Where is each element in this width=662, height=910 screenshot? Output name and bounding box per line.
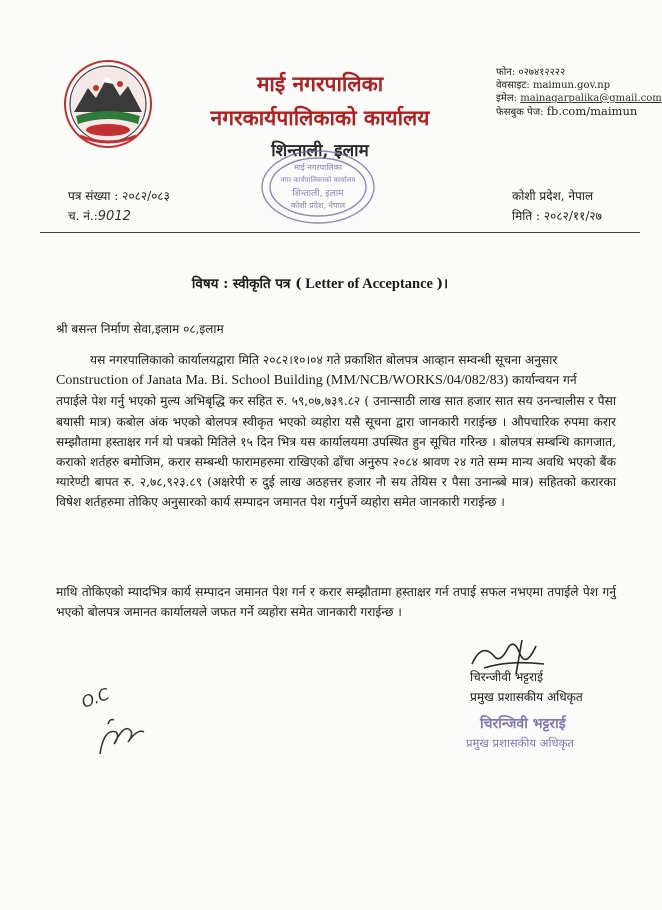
office-stamp <box>258 148 378 226</box>
office-title-line1: माई नगरपालिका <box>256 71 384 96</box>
handwritten-note: O.C <box>78 684 112 712</box>
facebook-label: फेसबुक पेज: <box>496 107 544 118</box>
letter-meta-left <box>68 186 170 227</box>
stamp-line-2: नगर कार्यपालिकाको कार्यालय <box>280 176 356 184</box>
body-paragraph-1 <box>56 350 616 513</box>
dispatch-line <box>68 206 170 227</box>
office-title-line2: नगरकार्यपालिकाको कार्यालय <box>210 105 430 130</box>
province: कोशी प्रदेश, नेपाल <box>512 189 594 203</box>
email-link[interactable]: mainagarpalika@gmail.com <box>520 93 662 104</box>
letter-subject <box>0 274 640 293</box>
stamp-line-3: शिन्ताली, इलाम <box>292 189 344 199</box>
project-title: Construction of Janata Ma. Bi. School Building (MM/NCB/WORKS/04/082/83) <box>56 373 509 389</box>
letter-meta-right <box>512 186 602 226</box>
header-divider <box>40 232 640 233</box>
para2-text: माथि तोकिएको म्यादभित्र कार्य सम्पादन जमानत पेश गर्न र करार सम्झौतामा हस्ताक्षर गर्न तपाई सफल नभएमा तपाईले पेश गर्नु भएको बोलपत्र जमानत कार्यालयले जफत गर्ने व्यहोरा समेत जानकारी गराईन्छ । <box>56 585 616 620</box>
subject-suffix: )। <box>436 276 449 292</box>
body-paragraph-2 <box>56 582 616 622</box>
letter-date: मिति : २०८२/११/२७ <box>512 209 602 223</box>
signatory-title: प्रमुख प्रशासकीय अधिकृत <box>470 690 583 704</box>
para1-line1: यस नगरपालिकाको कार्यालयद्वारा मिति २०८२।१०।०४ गते प्रकाशित बोलपत्र आव्हान सम्वन्धी सूचना अनुसार <box>90 353 558 367</box>
facebook-page[interactable]: fb.com/maimun <box>546 104 638 118</box>
stamp-line-1: माई नगरपालिका <box>294 163 342 172</box>
email-label: इमेल: <box>496 93 518 104</box>
letter-number: पत्र संख्या : २०८२/०८३ <box>68 189 170 203</box>
para1-rest: तपाईले पेश गर्नु भएको मुल्य अभिबृद्धि कर सहित रु. ५९,०७,७३९.८२ ( उनान्साठी लाख सात हजार सात सय उनन्चालीस र पैसा बयासी मात्र) कबोल अंक भएको बोलपत्र स्वीकृत भएको व्यहोरा यसै सूचना द्वारा जानकारी गराईन्छ । औपचारिक रुपमा करार सम्झौतामा हस्ताक्षर गर्न यो पत्रको मितिले १५ दिन भित्र यस कार्यालयमा उपस्थित हुन सूचित गरिन्छ । बोलपत्र सम्बन्धि कागजात, कराको शर्तहरु बमोजिम, करार सम्बन्धी फारामहरुमा राखिएको ढाँचा अनुरुप २०८४ श्रावण २४ गते सम्म मान्य अवधि भएको बैंक ग्यारेण्टी बापत रु. २,७८,९२३.८९ (अक्षरेपी रु दुई लाख अठहत्तर हजार नौ सय तेयिस र पैसा उनान्ब्बे मात्र) सहितको करारका विषेश शर्तहरुमा तोकिए अनुसारको कार्य सम्पादन जमानत पेश गर्नुपर्ने व्यहोरा समेत जानकारी गराईन्छ । <box>56 394 616 510</box>
dispatch-label: च. नं.: <box>68 209 98 223</box>
title-stamp: प्रमुख प्रशासकीय अधिकृत <box>466 736 574 750</box>
recipient: श्री बसन्त निर्माण सेवा,इलाम ०८,इलाम <box>56 322 224 336</box>
subject-prefix: विषय : स्वीकृति पत्र ( <box>191 276 302 292</box>
office-address: शिन्ताली, इलाम <box>271 141 369 161</box>
website: वेवसाइट: maimun.gov.np <box>496 80 611 91</box>
facebook-line <box>496 105 662 119</box>
dispatch-number: 9012 <box>97 209 131 224</box>
para1-line2-tail: कार्यान्वयन गर्न <box>508 373 577 388</box>
contact-block <box>496 66 662 119</box>
phone-number: फोन: ०२७४१२२२२ <box>496 67 566 78</box>
para1-line2 <box>56 370 616 391</box>
signatory-name: चिरन्जीवी भट्टराई <box>470 670 544 684</box>
stamp-line-4: कोशी प्रदेश, नेपाल <box>290 201 346 210</box>
name-stamp: चिरन्जिवी भट्टराई <box>480 716 566 732</box>
subject-english: Letter of Acceptance <box>301 276 437 292</box>
handwritten-initials <box>64 684 154 764</box>
